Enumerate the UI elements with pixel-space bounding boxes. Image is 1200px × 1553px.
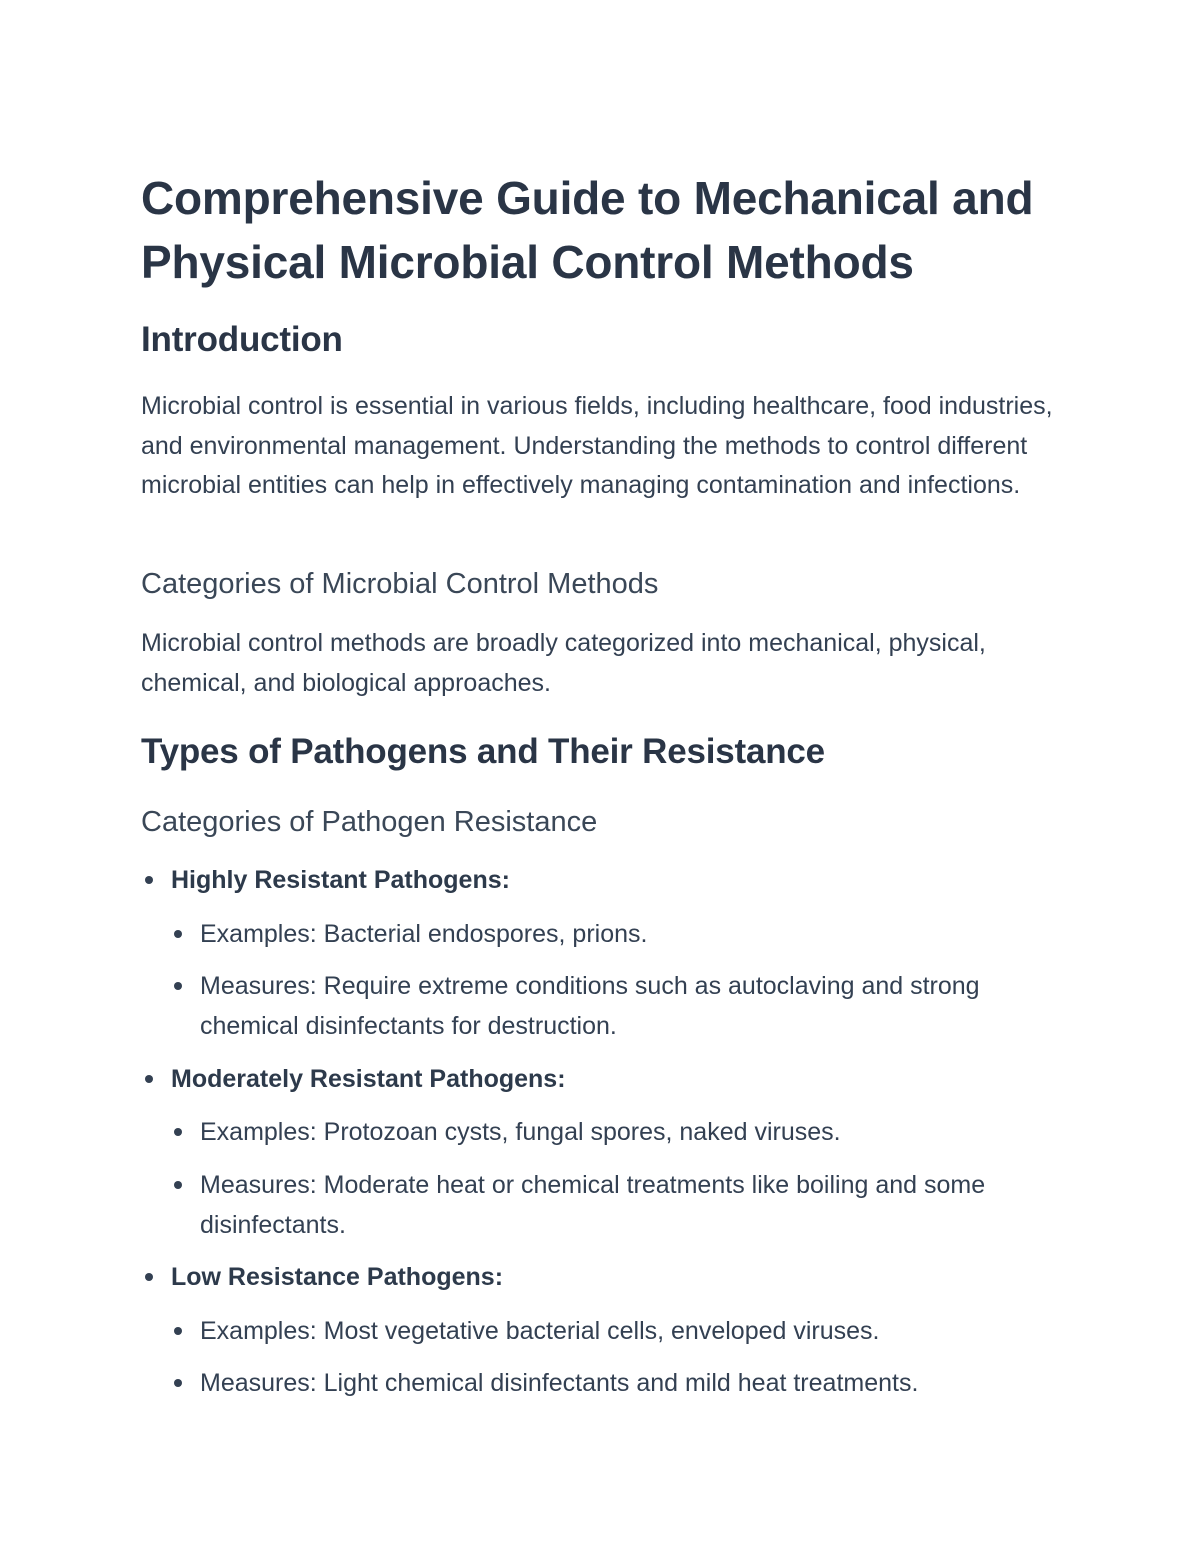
categories-paragraph: Microbial control methods are broadly categorized into mechanical, physical, chemical, and biological approaches.	[141, 629, 986, 697]
list-item-text: Examples: Protozoan cysts, fungal spores, naked viruses.	[200, 1118, 841, 1146]
intro-paragraph: Microbial control is essential in various fields, including healthcare, food industries, and environmental management. Understanding the methods to control different microbial entities can help in effectively managing contamination and infections.	[141, 392, 1053, 499]
list-item-label: Moderately Resistant Pathogens:	[171, 1065, 566, 1093]
list-item-label: Low Resistance Pathogens:	[171, 1263, 504, 1291]
list-item-text: Measures: Moderate heat or chemical treatments like boiling and some disinfectants.	[200, 1171, 986, 1239]
pathogens-heading: Types of Pathogens and Their Resistance	[141, 732, 825, 771]
list-item-text: Examples: Most vegetative bacterial cells, enveloped viruses.	[200, 1317, 880, 1345]
list-item-examples	[200, 1113, 1080, 1153]
list-item-measures	[200, 1364, 1080, 1404]
list-item-low-resistance	[171, 1258, 503, 1298]
list-item-text: Measures: Light chemical disinfectants and mild heat treatments.	[200, 1369, 919, 1397]
bullet-icon	[174, 1327, 182, 1335]
list-item-text: Measures: Require extreme conditions such as autoclaving and strong chemical disinfectants for destruction.	[200, 972, 980, 1040]
list-item-highly-resistant	[171, 861, 510, 901]
list-item-measures	[200, 1166, 1080, 1245]
page-title: Comprehensive Guide to Mechanical and Physical Microbial Control Methods	[141, 172, 1034, 288]
bullet-icon	[145, 876, 153, 884]
bullet-icon	[174, 982, 182, 990]
bullet-icon	[145, 1075, 153, 1083]
bullet-icon	[145, 1273, 153, 1281]
bullet-icon	[174, 1128, 182, 1136]
list-item-text: Examples: Bacterial endospores, prions.	[200, 920, 648, 948]
list-item-label: Highly Resistant Pathogens:	[171, 866, 510, 894]
list-item-measures	[200, 967, 1080, 1046]
bullet-icon	[174, 1181, 182, 1189]
intro-heading: Introduction	[141, 320, 343, 359]
list-item-examples	[200, 915, 1080, 955]
list-item-moderately-resistant	[171, 1060, 566, 1100]
categories-heading: Categories of Microbial Control Methods	[141, 568, 659, 600]
list-item-examples	[200, 1312, 1080, 1352]
bullet-icon	[174, 1379, 182, 1387]
pathogen-resistance-subheading: Categories of Pathogen Resistance	[141, 806, 598, 838]
bullet-icon	[174, 930, 182, 938]
